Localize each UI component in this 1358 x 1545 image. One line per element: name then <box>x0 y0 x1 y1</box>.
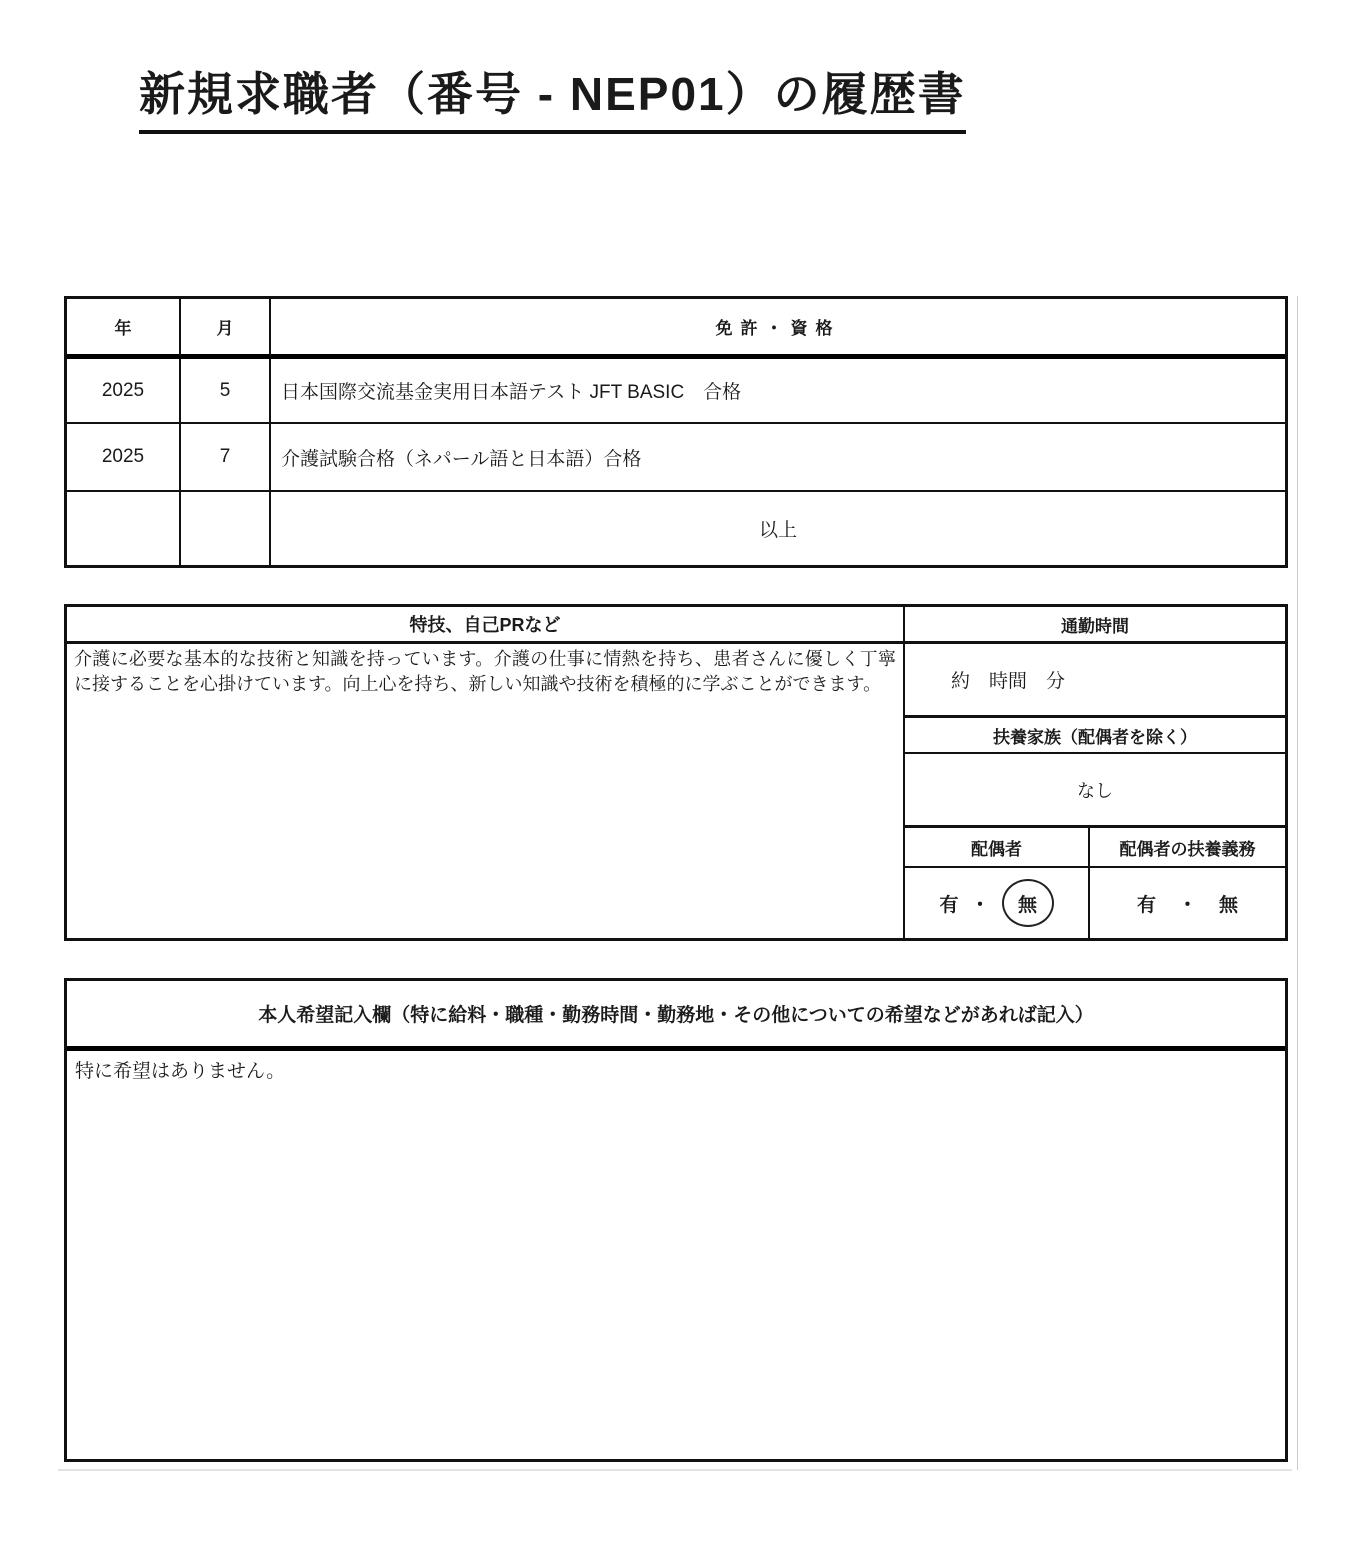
wishes-table <box>64 978 1288 1462</box>
personal-info-column <box>905 607 1285 938</box>
qualification-cell: 介護試験合格（ネパール語と日本語）合格 <box>271 424 1285 492</box>
pr-section-body: 介護に必要な基本的な技術と知識を持っています。介護の仕事に情熱を持ち、患者さんに優しく丁寧に接することを心掛けています。向上心を持ち、新しい知識や技術を積極的に学ぶことができます。 <box>74 649 896 694</box>
spouse-support-option-no: 無 <box>1219 894 1239 916</box>
scan-artifact-vertical-line <box>1297 296 1298 1470</box>
year-cell: 2025 <box>67 359 181 424</box>
qualification-cell: 以上 <box>758 520 797 541</box>
profile-table <box>64 604 1288 941</box>
year-column-header: 年 <box>67 299 181 359</box>
scan-artifact-horizontal-line <box>58 1469 1292 1471</box>
spouse-header-row <box>905 828 1285 868</box>
spouse-options <box>905 868 1090 938</box>
pr-section <box>67 607 905 938</box>
pr-section-header: 特技、自己PRなど <box>67 607 903 644</box>
dependents-value: なし <box>905 754 1285 828</box>
spouse-support-options <box>1090 868 1285 938</box>
page-title: 新規求職者（番号 - NEP01）の履歴書 <box>139 58 966 134</box>
wishes-body: 特に希望はありません。 <box>75 1061 286 1082</box>
qualification-cell: 日本国際交流基金実用日本語テスト JFT BASIC 合格 <box>271 359 1285 424</box>
spouse-header: 配偶者 <box>905 828 1090 866</box>
month-cell <box>181 492 271 565</box>
spouse-value-row <box>905 868 1285 938</box>
spouse-support-header: 配偶者の扶養義務 <box>1119 839 1256 859</box>
year-cell <box>67 492 181 565</box>
wishes-header: 本人希望記入欄（特に給料・職種・勤務時間・勤務地・その他についての希望などがあれば記入） <box>67 981 1285 1051</box>
spouse-option-no: 無 <box>1018 894 1038 916</box>
option-separator-dot: ・ <box>1177 894 1197 916</box>
qualification-column-header: 免許・資格 <box>271 299 1285 359</box>
circled-selection-mark <box>1002 879 1054 927</box>
year-cell: 2025 <box>67 424 181 492</box>
commute-time-value: 約 時間 分 <box>905 644 1285 718</box>
commute-time-header: 通勤時間 <box>905 607 1285 644</box>
spouse-support-option-yes: 有 <box>1136 894 1156 916</box>
spouse-option-yes: 有 <box>939 894 959 916</box>
dependents-header: 扶養家族（配偶者を除く） <box>905 718 1285 754</box>
month-cell: 5 <box>181 359 271 424</box>
licenses-table <box>64 296 1288 568</box>
month-column-header: 月 <box>181 299 271 359</box>
month-cell: 7 <box>181 424 271 492</box>
option-separator-dot: ・ <box>970 894 990 916</box>
